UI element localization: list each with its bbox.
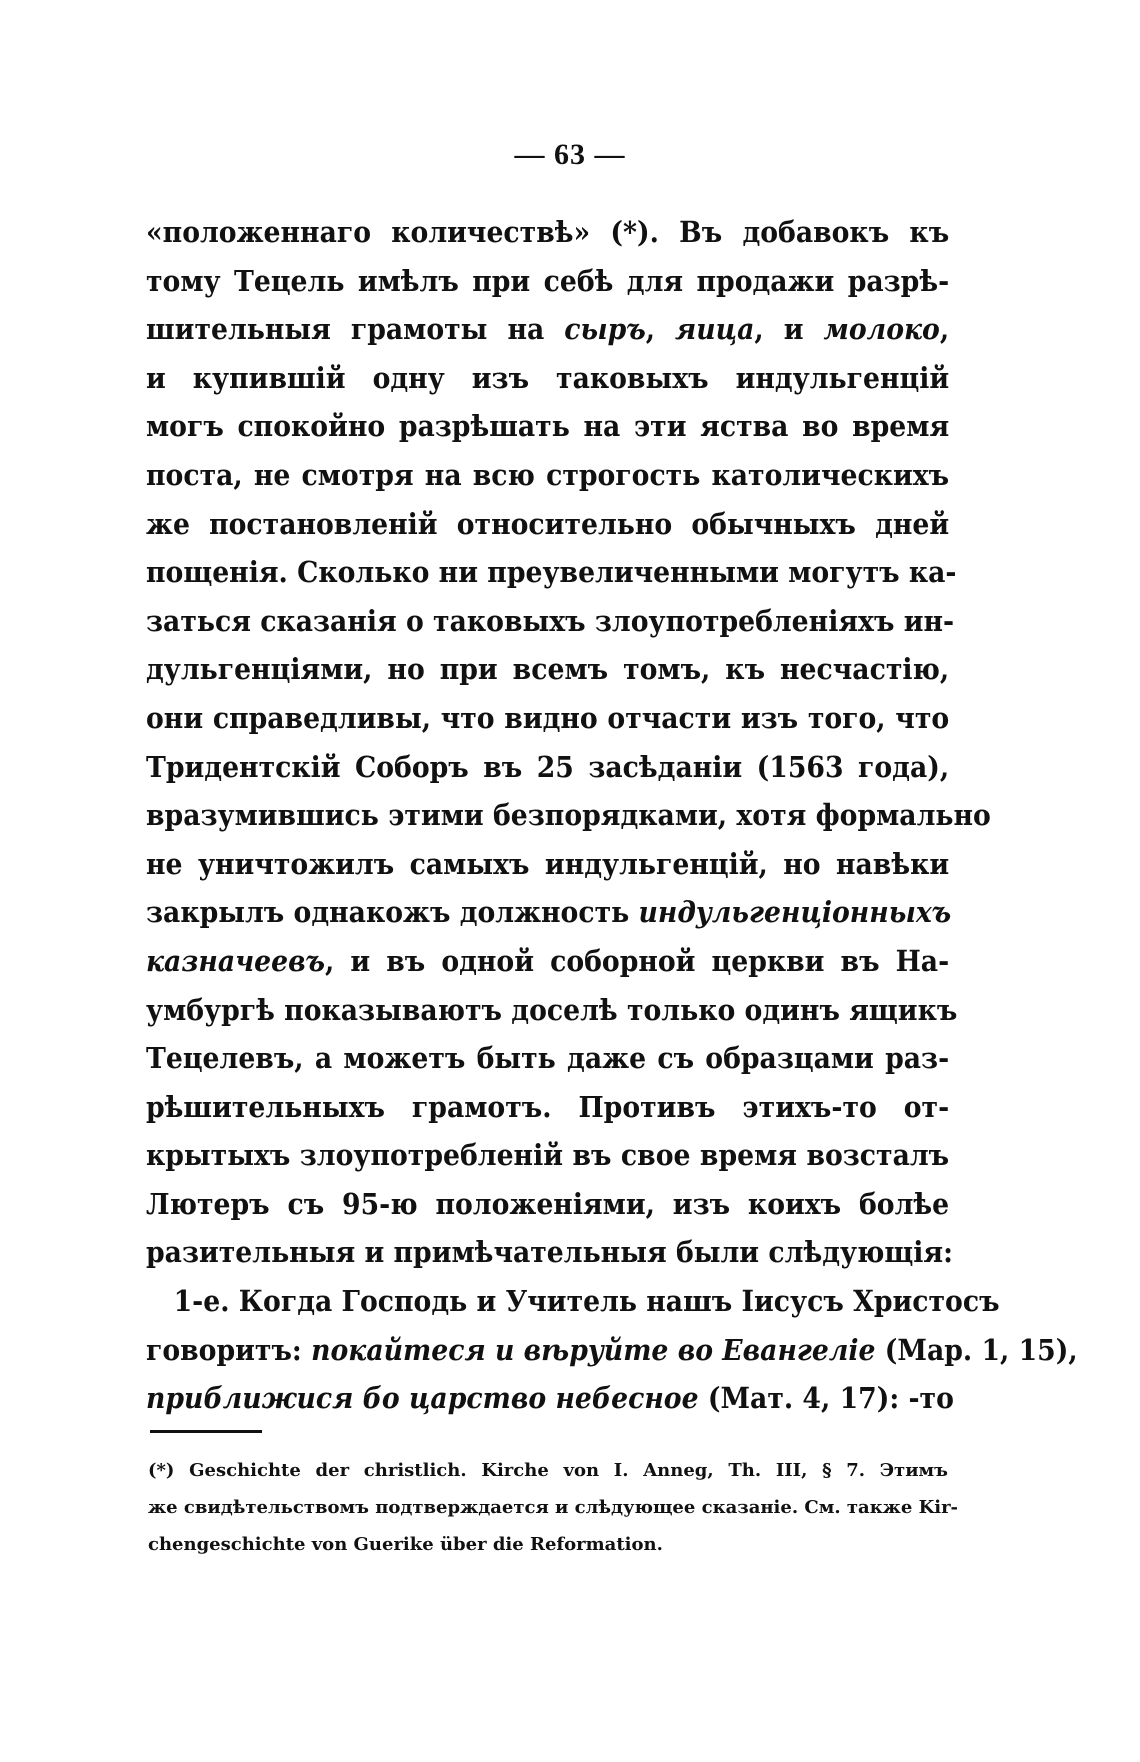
- text-line: [146, 694, 949, 743]
- text-line: [146, 305, 949, 354]
- text-line: [146, 451, 949, 500]
- text-run: Тецелевъ, а можетъ быть даже съ образцами раз-: [146, 1041, 950, 1076]
- page-number: — 63 —: [514, 138, 626, 171]
- text-run: не уничтожилъ самыхъ индульгенцій, но навѣки: [146, 846, 950, 881]
- italic-text: яица: [675, 312, 755, 347]
- text-run: поста, не смотря на всю строгость католическихъ: [146, 457, 950, 492]
- text-line: [146, 597, 955, 646]
- text-line: [146, 986, 958, 1035]
- text-line: [146, 402, 949, 451]
- text-run: вразумившись этими безпорядками, хотя формально: [146, 798, 991, 833]
- footnote-line: chengeschichte von Guerike über die Reformation.: [148, 1534, 663, 1555]
- text-line: [146, 1374, 954, 1423]
- text-line: [146, 1277, 1000, 1326]
- text-line: [146, 888, 952, 937]
- italic-text: индульгенціонныхъ: [638, 895, 952, 930]
- text-run: заться сказанія о таковыхъ злоупотребленіяхъ ин-: [146, 603, 955, 638]
- text-run: ,: [645, 312, 676, 347]
- text-line: [146, 354, 949, 403]
- text-run: , и: [754, 312, 824, 347]
- text-line: [146, 208, 949, 257]
- text-run: могъ спокойно разрѣшать на эти яства во время: [146, 409, 950, 444]
- text-line: [146, 791, 991, 840]
- text-run: (Мат. 4, 17): -то: [698, 1381, 954, 1416]
- italic-text: сыръ: [564, 312, 646, 347]
- text-run: крытыхъ злоупотребленій въ свое время возсталъ: [146, 1138, 950, 1173]
- text-run: рѣшительныхъ грамотъ. Противъ этихъ-то от-: [146, 1089, 950, 1124]
- text-line: [146, 1180, 949, 1229]
- text-run: дульгенціями, но при всемъ томъ, къ несчастію,: [146, 652, 950, 687]
- text-run: Тридентскій Соборъ въ 25 засѣданіи (1563 года),: [146, 749, 950, 784]
- text-line: [146, 500, 949, 549]
- text-line: [146, 743, 949, 792]
- text-run: «положеннаго количествѣ» (*). Въ добавокъ къ: [146, 215, 950, 249]
- italic-text: приближися бо царство небесное: [146, 1381, 699, 1416]
- text-run: они справедливы, что видно отчасти изъ того, что: [146, 700, 950, 735]
- text-line: [146, 1326, 1078, 1375]
- text-run: закрылъ однакожъ должность: [146, 895, 639, 930]
- footnote-rule: [150, 1430, 262, 1433]
- body-paragraph: [146, 208, 1078, 1423]
- italic-text: казначеевъ: [146, 943, 326, 978]
- footnote: [148, 1452, 959, 1563]
- text-run: разительныя и примѣчательныя были слѣдующія:: [146, 1235, 953, 1270]
- text-run: Лютеръ съ 95-ю положеніями, изъ коихъ болѣе: [146, 1186, 950, 1221]
- text-run: шительныя грамоты на: [146, 312, 565, 347]
- italic-text: молоко: [823, 312, 940, 347]
- text-line: [146, 645, 949, 694]
- text-line: [146, 1228, 953, 1277]
- text-run: говоритъ:: [146, 1332, 312, 1367]
- text-line: [146, 548, 957, 597]
- text-run: (Мар. 1, 15),: [875, 1332, 1078, 1367]
- text-line: [146, 257, 949, 306]
- footnote-line: же свидѣтельствомъ подтверждается и слѣдующее сказаніе. См. также Kir-: [148, 1497, 959, 1518]
- text-run: тому Тецель имѣлъ при себѣ для продажи разрѣ-: [146, 263, 950, 298]
- text-line: [146, 1131, 949, 1180]
- text-run: умбургѣ показываютъ доселѣ только одинъ ящикъ: [146, 992, 958, 1027]
- text-line: [146, 937, 949, 986]
- text-line: [146, 840, 949, 889]
- text-run: 1-е. Когда Господь и Учитель нашъ Іисусъ Христосъ: [173, 1284, 1000, 1319]
- italic-text: покайтеся и вѣруйте во Евангеліе: [311, 1332, 876, 1367]
- text-line: [146, 1083, 949, 1132]
- text-run: же постановленій относительно обычныхъ дней: [146, 506, 950, 541]
- footnote-line: (*) Geschichte der christlich. Kirche von I. Anneg, Th. III, § 7. Этимъ: [148, 1460, 948, 1481]
- text-run: и купившій одну изъ таковыхъ индульгенцій: [146, 360, 950, 395]
- text-run: , и въ одной соборной церкви въ На-: [325, 943, 950, 978]
- text-run: ,: [939, 312, 950, 347]
- text-line: [146, 1034, 949, 1083]
- text-run: пощенія. Сколько ни преувеличенными могутъ ка-: [146, 555, 957, 590]
